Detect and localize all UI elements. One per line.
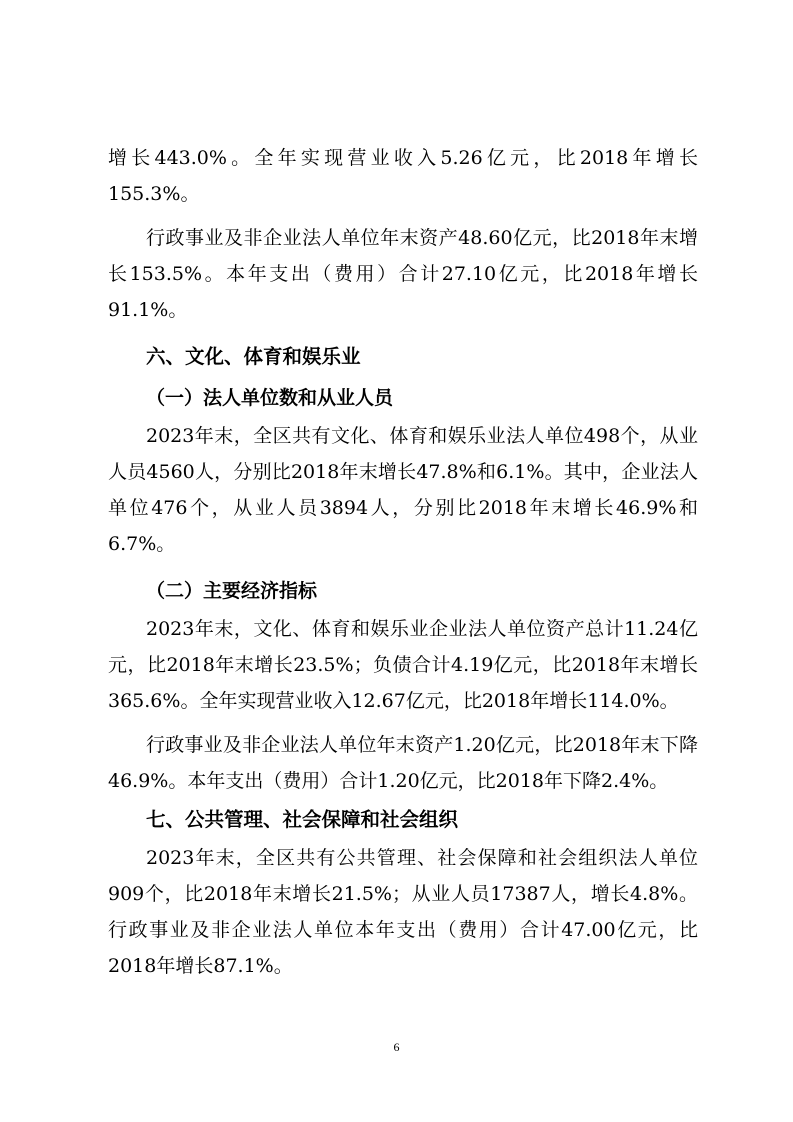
paragraph-public-management: 2023年末，全区共有公共管理、社会保障和社会组织法人单位909个，比2018年末增长21.5%；从业人员17387人，增长4.8%。行政事业及非企业法人单位本年支出（费用）合计47.00亿元，比2018年增长87.1%。	[108, 847, 698, 977]
page-number: 6	[393, 1040, 400, 1054]
spacer	[108, 212, 698, 220]
subheading-units-employees: （一）法人单位数和从业人员	[146, 387, 394, 409]
paragraph-culture-admin-assets: 行政事业及非企业法人单位年末资产1.20亿元，比2018年末下降46.9%。本年支出（费用）合计1.20亿元，比2018年下降2.4%。	[108, 734, 698, 792]
spacer	[108, 562, 698, 570]
section-heading-public-management: 七、公共管理、社会保障和社会组织	[146, 808, 459, 831]
spacer	[108, 719, 698, 727]
paragraph-culture-assets: 2023年末，文化、体育和娱乐业企业法人单位资产总计11.24亿元，比2018年末增长23.5%；负债合计4.19亿元，比2018年末增长365.6%。全年实现营业收入12.67亿元，比2018年增长114.0%。	[108, 618, 698, 712]
document-body	[108, 140, 698, 984]
paragraph-continued-revenue: 增长443.0%。全年实现营业收入5.26亿元，比2018年增长155.3%。	[108, 147, 698, 205]
subheading-economic-indicators: （二）主要经济指标	[146, 580, 318, 602]
paragraph-culture-units: 2023年末，全区共有文化、体育和娱乐业法人单位498个，从业人员4560人，分别比2018年末增长47.8%和6.1%。其中，企业法人单位476个，从业人员3894人，分别比2018年末增长46.9%和6.7%。	[108, 425, 698, 555]
paragraph-admin-assets: 行政事业及非企业法人单位年末资产48.60亿元，比2018年末增长153.5%。本年支出（费用）合计27.10亿元，比2018年增长91.1%。	[108, 227, 698, 321]
spacer	[108, 328, 698, 336]
section-heading-culture-sports: 六、文化、体育和娱乐业	[146, 345, 361, 368]
